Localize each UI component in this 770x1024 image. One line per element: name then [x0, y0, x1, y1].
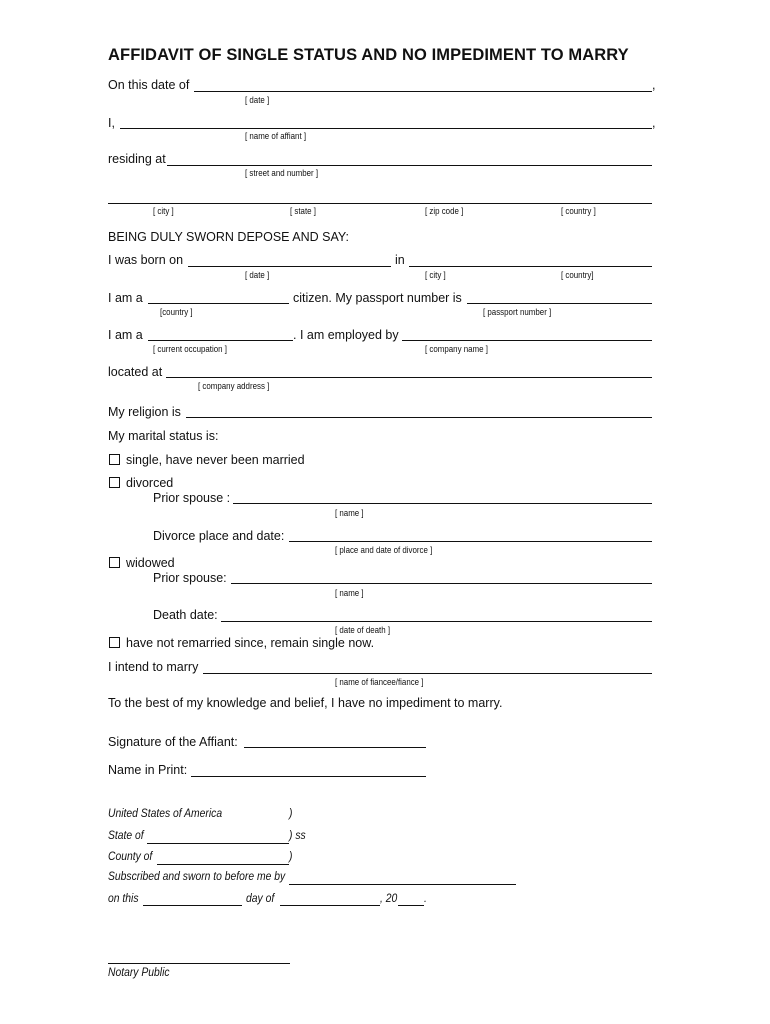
print-name-field[interactable]: [191, 776, 426, 777]
notary-paren: ): [289, 808, 293, 820]
passport-field[interactable]: [467, 303, 652, 304]
divorce-place-field[interactable]: [289, 541, 652, 542]
divorce-caption: [ place and date of divorce ]: [335, 545, 433, 555]
affiant-caption: [ name of affiant ]: [245, 131, 307, 141]
intend-label: I intend to marry: [108, 660, 199, 674]
birth-place-field[interactable]: [409, 266, 652, 267]
occupation-caption: [ current occupation ]: [153, 344, 227, 354]
citizen-mid-label: citizen. My passport number is: [293, 291, 462, 305]
occupation-label: I am a: [108, 328, 143, 342]
religion-label: My religion is: [108, 405, 181, 419]
birth-date-field[interactable]: [188, 266, 391, 267]
notary-country: United States of America: [108, 808, 223, 820]
death-date-field[interactable]: [221, 621, 652, 622]
notary-sworn-by-field[interactable]: [289, 884, 516, 885]
document-title: AFFIDAVIT OF SINGLE STATUS AND NO IMPEDIMENT TO MARRY: [108, 46, 629, 64]
company-address-caption: [ company address ]: [198, 381, 270, 391]
marital-label: My marital status is:: [108, 429, 219, 443]
notary-signature-line[interactable]: [108, 963, 290, 964]
affiant-comma: ,: [652, 116, 656, 130]
widowed-label: widowed: [126, 556, 175, 570]
notary-public-label: Notary Public: [108, 967, 170, 979]
citizen-label: I am a: [108, 291, 143, 305]
prior-spouse-widowed-caption: [ name ]: [335, 588, 364, 598]
fiancee-field[interactable]: [203, 673, 652, 674]
prior-spouse-field[interactable]: [233, 503, 652, 504]
citizenship-field[interactable]: [148, 303, 289, 304]
notary-state-label: State of: [108, 830, 144, 842]
citizen-country-caption: [country ]: [160, 307, 193, 317]
city-caption: [ city ]: [153, 206, 174, 216]
birth-country-caption: [ country]: [561, 270, 594, 280]
state-caption: [ state ]: [290, 206, 316, 216]
notary-county-label: County of: [108, 851, 153, 863]
street-caption: [ street and number ]: [245, 168, 319, 178]
divorced-label: divorced: [126, 476, 174, 490]
company-caption: [ company name ]: [425, 344, 488, 354]
prior-spouse-caption: [ name ]: [335, 508, 364, 518]
date-caption: [ date ]: [245, 95, 270, 105]
affiant-name-field[interactable]: [120, 128, 652, 129]
notary-year-suffix: .: [424, 893, 427, 905]
notary-on-this-label: on this: [108, 893, 139, 905]
signature-field[interactable]: [244, 747, 426, 748]
death-date-caption: [ date of death ]: [335, 625, 391, 635]
widowed-checkbox[interactable]: [109, 557, 120, 568]
street-field[interactable]: [167, 165, 652, 166]
city-state-zip-field[interactable]: [108, 203, 652, 204]
notary-year-field[interactable]: [398, 905, 424, 906]
located-label: located at: [108, 365, 163, 379]
prior-spouse-label: Prior spouse :: [153, 491, 231, 505]
company-address-field[interactable]: [166, 377, 652, 378]
sworn-heading: BEING DULY SWORN DEPOSE AND SAY:: [108, 230, 350, 244]
signature-label: Signature of the Affiant:: [108, 735, 238, 749]
belief-statement: To the best of my knowledge and belief, I have no impediment to marry.: [108, 696, 503, 710]
notary-month-field[interactable]: [280, 905, 380, 906]
birth-city-caption: [ city ]: [425, 270, 446, 280]
born-label: I was born on: [108, 253, 184, 267]
country-caption: [ country ]: [561, 206, 596, 216]
born-in-label: in: [395, 253, 405, 267]
prior-spouse-widowed-field[interactable]: [231, 583, 652, 584]
birth-date-caption: [ date ]: [245, 270, 270, 280]
notary-county-paren: ): [289, 851, 293, 863]
company-field[interactable]: [402, 340, 652, 341]
fiancee-caption: [ name of fiancee/fiance ]: [335, 677, 424, 687]
death-date-label: Death date:: [153, 608, 218, 622]
affiant-label: I,: [108, 116, 115, 130]
divorce-place-label: Divorce place and date:: [153, 529, 285, 543]
notary-subscribed-label: Subscribed and sworn to before me by: [108, 871, 286, 883]
date-label: On this date of: [108, 78, 190, 92]
notary-day-field[interactable]: [143, 905, 242, 906]
single-checkbox[interactable]: [109, 454, 120, 465]
religion-field[interactable]: [186, 417, 652, 418]
not-remarried-label: have not remarried since, remain single now.: [126, 636, 375, 650]
residing-label: residing at: [108, 152, 166, 166]
notary-ss: ) ss: [289, 830, 306, 842]
print-name-label: Name in Print:: [108, 763, 188, 777]
notary-state-field[interactable]: [147, 843, 289, 844]
occupation-field[interactable]: [148, 340, 293, 341]
prior-spouse-label-widowed: Prior spouse:: [153, 571, 227, 585]
not-remarried-checkbox[interactable]: [109, 637, 120, 648]
notary-county-field[interactable]: [157, 864, 289, 865]
passport-caption: [ passport number ]: [483, 307, 552, 317]
single-label: single, have never been married: [126, 453, 305, 467]
employed-label: . I am employed by: [293, 328, 399, 342]
date-comma: ,: [652, 78, 656, 92]
zip-caption: [ zip code ]: [425, 206, 464, 216]
divorced-checkbox[interactable]: [109, 477, 120, 488]
notary-year-prefix: , 20: [380, 893, 398, 905]
date-field[interactable]: [194, 91, 652, 92]
notary-day-of-label: day of: [246, 893, 275, 905]
